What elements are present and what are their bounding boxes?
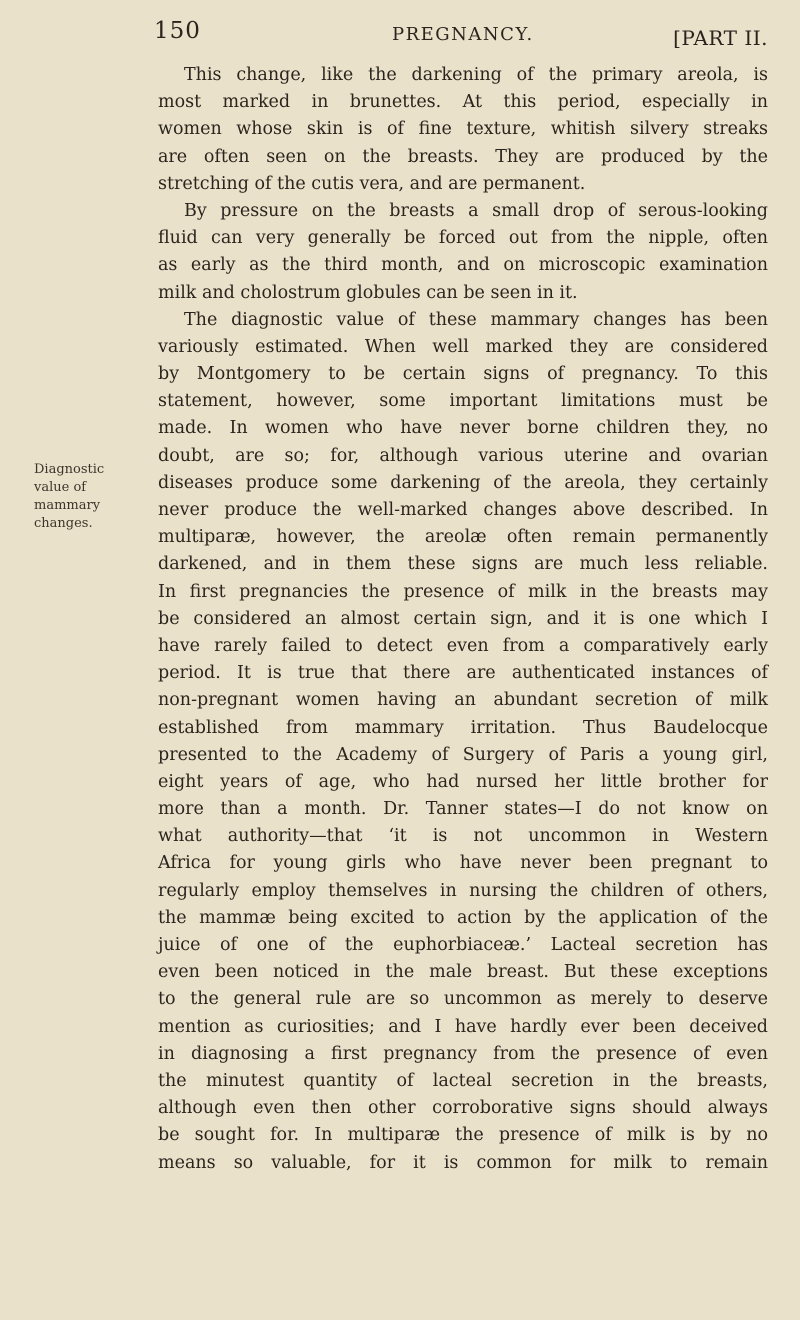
marginal-note-line: changes. bbox=[34, 516, 93, 531]
text-line: women whose skin is of fine texture, whitish silvery streaks bbox=[158, 119, 768, 140]
text-line: milk and cholostrum globules can be seen in it. bbox=[158, 282, 578, 303]
text-line: doubt, are so; for, although various uterine and ovarian bbox=[158, 445, 768, 466]
text-line: variously estimated. When well marked they are considered bbox=[158, 336, 768, 357]
text-line: darkened, and in them these signs are much less reliable. bbox=[158, 554, 768, 575]
text-line: means so valuable, for it is common for milk to remain bbox=[158, 1152, 768, 1173]
text-line: the mammæ being excited to action by the application of the bbox=[158, 907, 768, 928]
text-line: the minutest quantity of lacteal secretion in the breasts, bbox=[158, 1070, 768, 1091]
page-header bbox=[150, 18, 780, 52]
part-label: [PART II. bbox=[673, 26, 768, 50]
marginal-note-line: mammary bbox=[34, 498, 101, 513]
text-line: period. It is true that there are authenticated instances of bbox=[158, 663, 768, 684]
text-line: established from mammary irritation. Thus Baudelocque bbox=[158, 717, 768, 738]
page-number: 150 bbox=[154, 18, 201, 44]
text-line: what authority—that ‘it is not uncommon in Western bbox=[158, 826, 768, 847]
text-line: The diagnostic value of these mammary changes has been bbox=[184, 309, 768, 330]
text-line: In first pregnancies the presence of milk in the breasts may bbox=[158, 581, 768, 602]
text-line: non-pregnant women having an abundant secretion of milk bbox=[158, 690, 768, 711]
text-line: in diagnosing a first pregnancy from the presence of even bbox=[158, 1043, 768, 1064]
marginal-note bbox=[34, 461, 126, 533]
text-line: be sought for. In multiparæ the presence of milk is by no bbox=[158, 1125, 768, 1146]
text-line: have rarely failed to detect even from a comparatively early bbox=[158, 635, 768, 656]
text-line: diseases produce some darkening of the areola, they certainly bbox=[158, 472, 768, 493]
text-line: By pressure on the breasts a small drop of serous-looking bbox=[184, 200, 768, 221]
text-line: most marked in brunettes. At this period, especially in bbox=[158, 92, 768, 113]
text-line: juice of one of the euphorbiaceæ.’ Lacteal secretion has bbox=[158, 935, 768, 955]
text-line: more than a month. Dr. Tanner states—I do not know on bbox=[158, 799, 768, 820]
text-line: never produce the well-marked changes above described. In bbox=[158, 500, 768, 520]
text-line: to the general rule are so uncommon as merely to deserve bbox=[158, 989, 768, 1010]
text-line: made. In women who have never borne children they, no bbox=[158, 418, 768, 439]
text-line: stretching of the cutis vera, and are permanent. bbox=[158, 173, 586, 194]
marginal-note-line: value of bbox=[34, 480, 87, 495]
text-line: regularly employ themselves in nursing the children of others, bbox=[158, 880, 768, 901]
text-line: although even then other corroborative signs should always bbox=[158, 1098, 768, 1119]
text-line: Africa for young girls who have never been pregnant to bbox=[158, 853, 768, 874]
text-line: fluid can very generally be forced out from the nipple, often bbox=[158, 228, 768, 249]
text-line: as early as the third month, and on microscopic examination bbox=[158, 255, 768, 276]
text-line: eight years of age, who had nursed her little brother for bbox=[158, 771, 768, 792]
running-title: PREGNANCY. bbox=[392, 24, 534, 45]
body-text bbox=[158, 62, 768, 1177]
text-line: multiparæ, however, the areolæ often remain permanently bbox=[158, 527, 768, 548]
text-line: be considered an almost certain sign, and it is one which I bbox=[158, 608, 768, 629]
text-line: are often seen on the breasts. They are produced by the bbox=[158, 146, 768, 167]
marginal-note-line: Diagnostic bbox=[34, 462, 105, 477]
text-line: by Montgomery to be certain signs of pregnancy. To this bbox=[158, 364, 768, 385]
text-line: even been noticed in the male breast. But these exceptions bbox=[158, 962, 768, 983]
text-line: mention as curiosities; and I have hardly ever been deceived bbox=[158, 1016, 768, 1037]
text-line: presented to the Academy of Surgery of Paris a young girl, bbox=[158, 744, 768, 765]
text-line: This change, like the darkening of the primary areola, is bbox=[184, 65, 768, 85]
text-line: statement, however, some important limitations must be bbox=[158, 391, 768, 412]
